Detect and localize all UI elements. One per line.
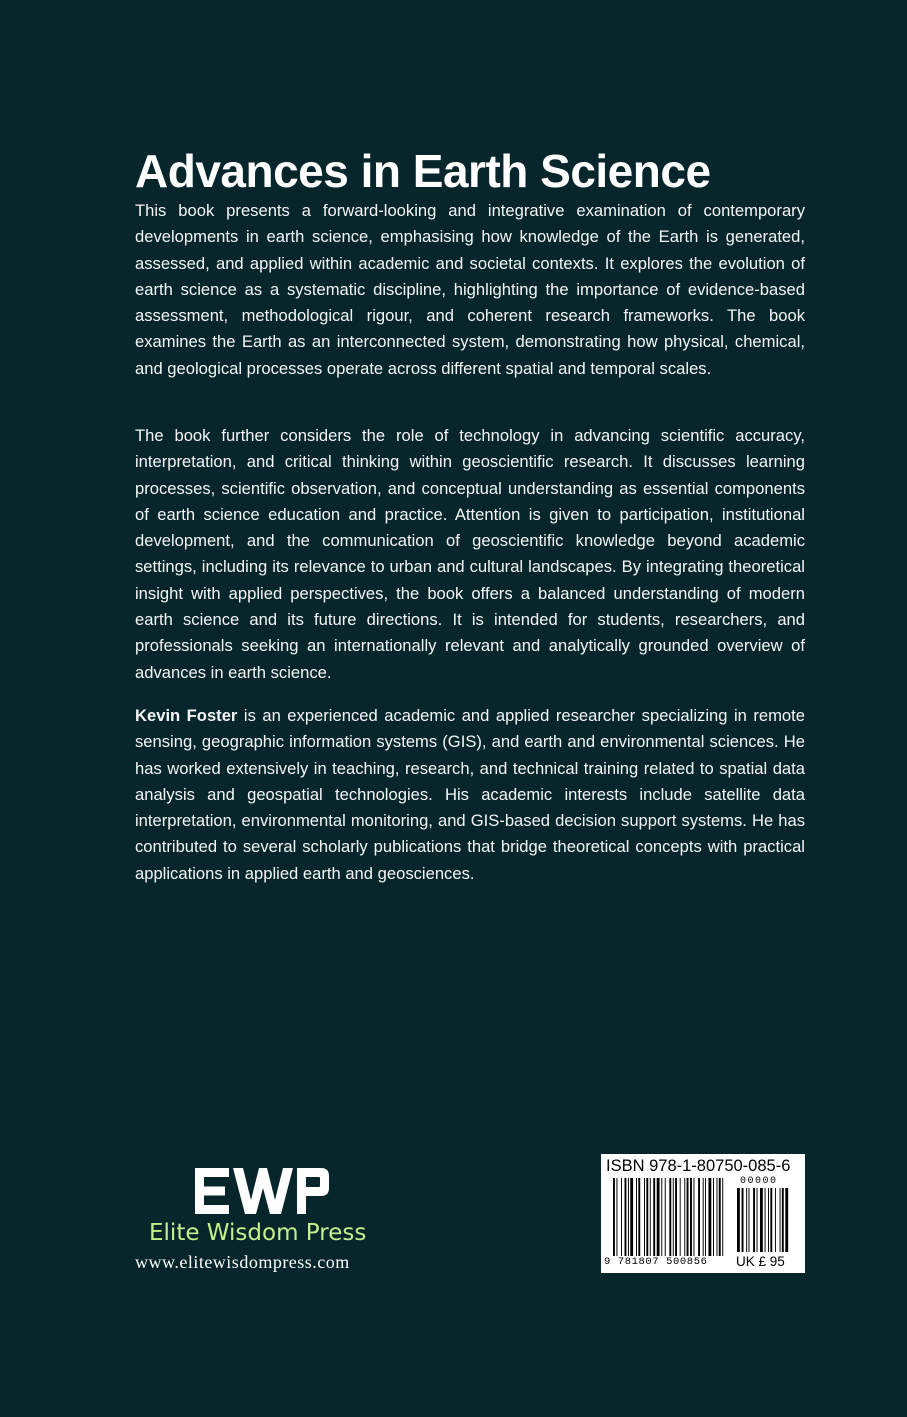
isbn-barcode-box	[601, 1154, 805, 1273]
publisher-name: Elite Wisdom Press	[149, 1220, 367, 1246]
barcode-addon-digits: 00000	[740, 1176, 778, 1187]
author-name: Kevin Foster	[135, 706, 238, 725]
barcode-ean-digits: 9 781807 500856	[604, 1256, 708, 1268]
author-bio: is an experienced academic and applied researcher specializing in remote sensing, geographic information systems (GIS), and earth and environmental sciences. He has worked extensively in teaching, research, and technical training related to spatial data analysis and geospatial technologies. His academic interests include satellite data interpretation, environmental monitoring, and GIS-based decision support systems. He has contributed to several scholarly publications that bridge theoretical concepts with practical applications in applied earth and geosciences.	[135, 706, 805, 883]
author-bio-paragraph	[135, 703, 805, 887]
isbn-number: ISBN 978-1-80750-085-6	[606, 1157, 791, 1175]
barcode-icon	[613, 1178, 803, 1256]
ewp-logo-icon	[195, 1168, 329, 1214]
book-description-paragraph-1: This book presents a forward-looking and integrative examination of contemporary developments in earth science, emphasising how knowledge of the Earth is generated, assessed, and applied within academic and societal contexts. It explores the evolution of earth science as a systematic discipline, highlighting the importance of evidence-based assessment, methodological rigour, and coherent research frameworks. The book examines the Earth as an interconnected system, demonstrating how physical, chemical, and geological processes operate across different spatial and temporal scales.	[135, 201, 805, 378]
publisher-url[interactable]: www.elitewisdompress.com	[135, 1252, 350, 1272]
book-title: Advances in Earth Science	[135, 145, 711, 197]
book-description-paragraph-2: The book further considers the role of technology in advancing scientific accuracy, interpretation, and critical thinking within geoscientific research. It discusses learning processes, scientific observation, and conceptual understanding as essential components of earth science education and practice. Attention is given to participation, institutional development, and the communication of geoscientific knowledge beyond academic settings, including its relevance to urban and cultural landscapes. By integrating theoretical insight with applied perspectives, the book offers a balanced understanding of modern earth science and its future directions. It is intended for students, researchers, and professionals seeking an internationally relevant and analytically grounded overview of advances in earth science.	[135, 426, 805, 682]
price-label: UK £ 95	[736, 1254, 785, 1269]
